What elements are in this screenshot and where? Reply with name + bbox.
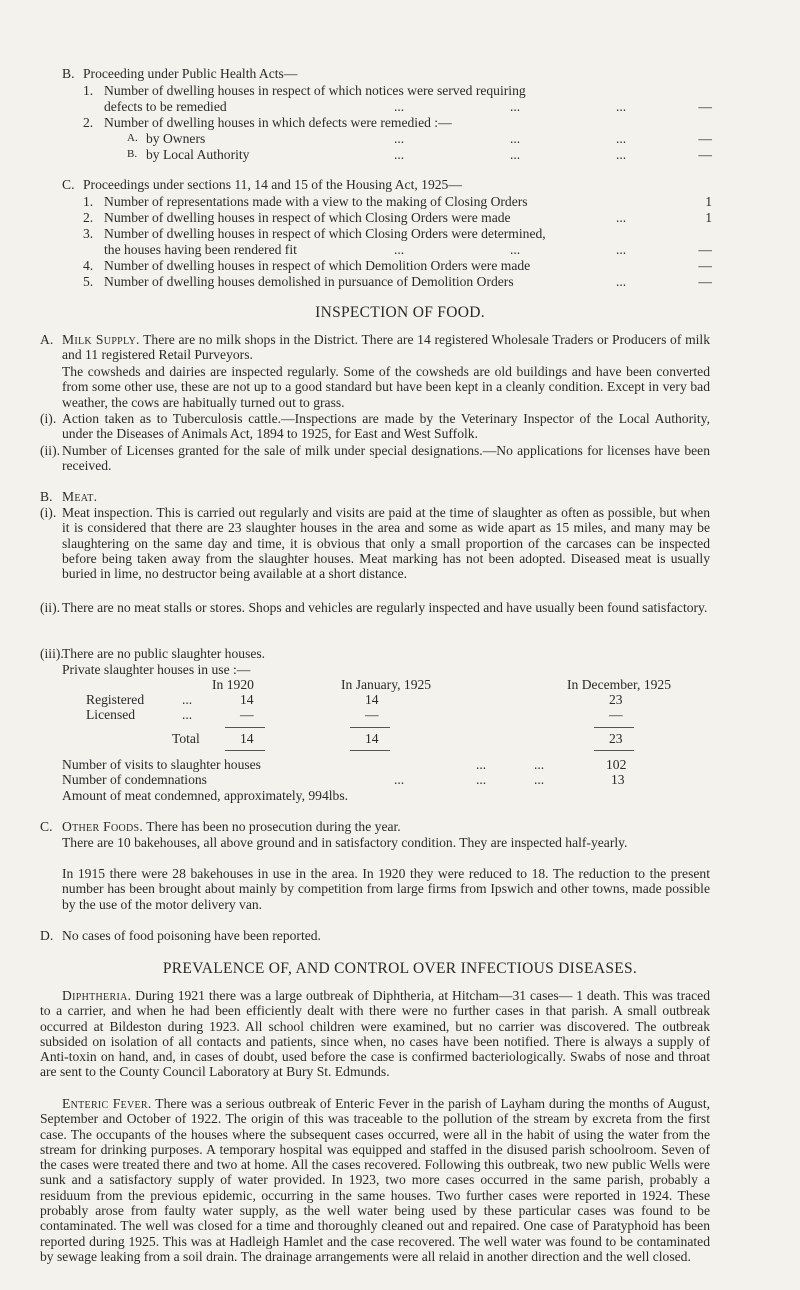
food-poisoning-text: No cases of food poisoning have been reported. [62, 928, 321, 943]
milk-intro [62, 332, 710, 363]
meat-inspection: Meat inspection. This is carried out regularly and visits are paid at the time of slaughter as often as possible, but when it is considered that there are 23 slaughter houses in the area and some as wide apart as 15 miles, and many may be slaughtering on the same day and time, it is obvious that only a small proportion of the carcases can be inspected before being taken away from the slaughter houses. Meat marking has not been adopted. Diseased meat is usually buried in lime, no destructor being available at a short distance. [62, 505, 710, 582]
leader-dots: ... [616, 147, 627, 162]
item-text: by Owners [146, 131, 206, 146]
enteric-paragraph [40, 1096, 710, 1264]
item-text: defects to be remedied [104, 99, 227, 114]
item-num: 1. [83, 194, 94, 209]
milk-paragraph: The cowsheds and dairies are inspected regularly. Some of the cowsheds are old buildings and have been converted from some other use, these are not up to a good standard but have been kept in a cleanly condition. Except in very bad weather, the cows are habitually turned out to grass. [62, 364, 710, 410]
item-value: — [698, 99, 712, 114]
milk-title: Milk Supply. [62, 332, 140, 347]
leader-dots: ... [394, 147, 405, 162]
item-value: — [698, 147, 712, 162]
item-value: — [698, 274, 712, 289]
item-num: 5. [83, 274, 94, 289]
table-rule [594, 727, 634, 728]
item-num: 1. [83, 83, 94, 98]
item-text: Number of dwelling houses demolished in pursuance of Demolition Orders [104, 274, 514, 289]
other-foods-reduction: In 1915 there were 28 bakehouses in use in the area. In 1920 they were reduced to 18. The reduction to the present number has been brought about mainly by competition from large firms from Ipswich and other towns, made possible by the use of the motor delivery van. [62, 866, 710, 912]
item-text: the houses having been rendered fit [104, 242, 297, 257]
leader-dots: ... [616, 99, 627, 114]
leader-dots: ... [534, 757, 545, 772]
item-num: 3. [83, 226, 94, 241]
col-header-dec-1925: In December, 1925 [567, 677, 672, 692]
other-foods-intro-text: There has been no prosecution during the year. [146, 819, 401, 834]
milk-ii-label: (ii). [40, 443, 61, 458]
leader-dots: ... [394, 242, 405, 257]
item-value: — [698, 242, 712, 257]
diphtheria-text: During 1921 there was a large outbreak of Diphtheria, at Hitcham—31 cases— 1 death. This was traced to a carrier, and when he had been efficiently dealt with there were no further cases in that parish. A small outbreak occurred at Bildeston during 1923. All school children were examined, but no carrier was discovered. The outbreak subsided on isolation of all contacts and patients, since when, no cases have been notified. There is always a supply of Anti-toxin on hand, and, in cases of doubt, used before the case is confirmed bacteriologically. Swabs of nose and throat are sent to the County Council Laboratory at Bury St. Edmunds. [40, 988, 710, 1080]
leader-dots: ... [394, 131, 405, 146]
milk-licenses: Number of Licenses granted for the sale of milk under special designations.—No applications for licenses have been received. [62, 443, 710, 474]
item-value: 1 [705, 210, 712, 225]
leader-dots: ... [534, 772, 545, 787]
meat-public-slaughter: There are no public slaughter houses. [62, 646, 266, 661]
milk-tuberculosis: Action taken as to Tuberculosis cattle.—Inspections are made by the Veterinary Inspector of the Local Authority, under the Diseases of Animals Act, 1894 to 1925, for East and West Suffolk. [62, 411, 710, 442]
visits-value: 102 [606, 757, 627, 772]
enteric-title: Enteric Fever. [62, 1096, 152, 1111]
cell-licensed-dec: — [609, 707, 623, 722]
food-poisoning-label: D. [40, 928, 54, 943]
row-label-registered: Registered [86, 692, 145, 707]
section-b-label: B. [62, 66, 75, 81]
leader-dots: ... [476, 772, 487, 787]
milk-i-label: (i). [40, 411, 57, 426]
cell-total-dec: 23 [609, 731, 623, 746]
other-foods-title: Other Foods. [62, 819, 144, 834]
table-rule [350, 750, 390, 751]
table-rule [225, 727, 265, 728]
leader-dots: ... [616, 131, 627, 146]
item-text: Number of representations made with a view to the making of Closing Orders [104, 194, 528, 209]
item-text: Number of dwelling houses in respect of which Closing Orders were made [104, 210, 511, 225]
cell-licensed-jan: — [365, 707, 379, 722]
leader-dots: ... [394, 99, 405, 114]
row-label-licensed: Licensed [86, 707, 136, 722]
table-rule [225, 750, 265, 751]
table-rule [594, 750, 634, 751]
inspection-heading: INSPECTION OF FOOD. [315, 304, 485, 321]
item-text: by Local Authority [146, 147, 250, 162]
item-value: 1 [705, 194, 712, 209]
section-c-label: C. [62, 177, 75, 192]
milk-label: A. [40, 332, 54, 347]
amount-condemned: Amount of meat condemned, approximately, 994lbs. [62, 788, 349, 803]
item-text: Number of dwelling houses in respect of which Closing Orders were determined, [104, 226, 546, 241]
leader-dots: ... [182, 707, 193, 722]
milk-intro-text: There are no milk shops in the District. There are 14 registered Wholesale Traders or Producers of milk and 11 registered Retail Purveyors. [62, 332, 710, 363]
meat-title: Meat. [62, 489, 98, 504]
item-text: Number of dwelling houses in respect of which notices were served requiring [104, 83, 526, 98]
leader-dots: ... [616, 242, 627, 257]
other-foods-bakehouses: There are 10 bakehouses, all above ground and in satisfactory condition. They are inspected half-yearly. [62, 835, 628, 850]
cell-registered-jan: 14 [365, 692, 379, 707]
table-rule [350, 727, 390, 728]
item-num: 4. [83, 258, 94, 273]
prevalence-heading: PREVALENCE OF, AND CONTROL OVER INFECTIOUS DISEASES. [162, 960, 638, 977]
leader-dots: ... [510, 242, 521, 257]
other-foods-intro [62, 819, 710, 834]
meat-iii-label: (iii). [40, 646, 64, 661]
condemnations-text: Number of condemnations [62, 772, 207, 787]
cell-licensed-1920: — [240, 707, 254, 722]
leader-dots: ... [510, 131, 521, 146]
other-foods-label: C. [40, 819, 53, 834]
item-value: — [698, 131, 712, 146]
item-value: — [698, 258, 712, 273]
diphtheria-paragraph [40, 988, 710, 1080]
leader-dots: ... [182, 692, 193, 707]
leader-dots: ... [510, 99, 521, 114]
leader-dots: ... [510, 147, 521, 162]
item-num: 2. [83, 115, 94, 130]
diphtheria-title: Diphtheria. [62, 988, 132, 1003]
meat-i-label: (i). [40, 505, 57, 520]
item-text: Number of dwelling houses in which defects were remedied :— [104, 115, 452, 130]
condemnations-value: 13 [611, 772, 625, 787]
cell-total-1920: 14 [240, 731, 254, 746]
cell-total-jan: 14 [365, 731, 379, 746]
meat-ii-label: (ii). [40, 600, 61, 615]
row-label-total: Total [172, 731, 200, 746]
sub-label: B. [127, 148, 138, 160]
item-num: 2. [83, 210, 94, 225]
col-header-jan-1925: In January, 1925 [341, 677, 432, 692]
col-header-1920: In 1920 [212, 677, 254, 692]
leader-dots: ... [476, 757, 487, 772]
meat-stalls: There are no meat stalls or stores. Shops and vehicles are regularly inspected and have usually been found satisfactory. [62, 600, 708, 615]
cell-registered-1920: 14 [240, 692, 254, 707]
leader-dots: ... [616, 210, 627, 225]
private-slaughter-heading: Private slaughter houses in use :— [62, 662, 251, 677]
leader-dots: ... [616, 274, 627, 289]
visits-text: Number of visits to slaughter houses [62, 757, 261, 772]
sub-label: A. [127, 132, 138, 144]
leader-dots: ... [394, 772, 405, 787]
cell-registered-dec: 23 [609, 692, 623, 707]
section-c-title: Proceedings under sections 11, 14 and 15 of the Housing Act, 1925— [83, 177, 462, 192]
section-b-title: Proceeding under Public Health Acts— [83, 66, 298, 81]
meat-label: B. [40, 489, 53, 504]
enteric-text: There was a serious outbreak of Enteric Fever in the parish of Layham during the months of August, September and October of 1922. The origin of this was traceable to the pollution of the stream by excreta from the first case. The occupants of the houses where the subsequent cases occurred, were all in the habit of using the water from the stream for drinking purposes. A temporary hospital was equipped and staffed in the disused parish schoolroom. Seven of the cases were treated there and two at home. All the cases recovered. Following this outbreak, two new public Wells were sunk and a satisfactory supply of water provided. In 1923, two more cases occurred in the same parish, probably a residuum from the previous epidemic, occurring in the same houses. Two further cases were reported in 1924. These probably arose from faulty water supply, as the well water being used by these particular cases was found to be contaminated. The well was closed for a time and thoroughly cleaned out and repaired. One case of Paratyphoid has been reported during 1925. This was at Hadleigh Hamlet and the case recovered. The well water was found to be contaminated by sewage leaking from a soil drain. The drainage arrangements were all relaid in another direction and the well closed. [40, 1096, 711, 1264]
item-text: Number of dwelling houses in respect of which Demolition Orders were made [104, 258, 531, 273]
